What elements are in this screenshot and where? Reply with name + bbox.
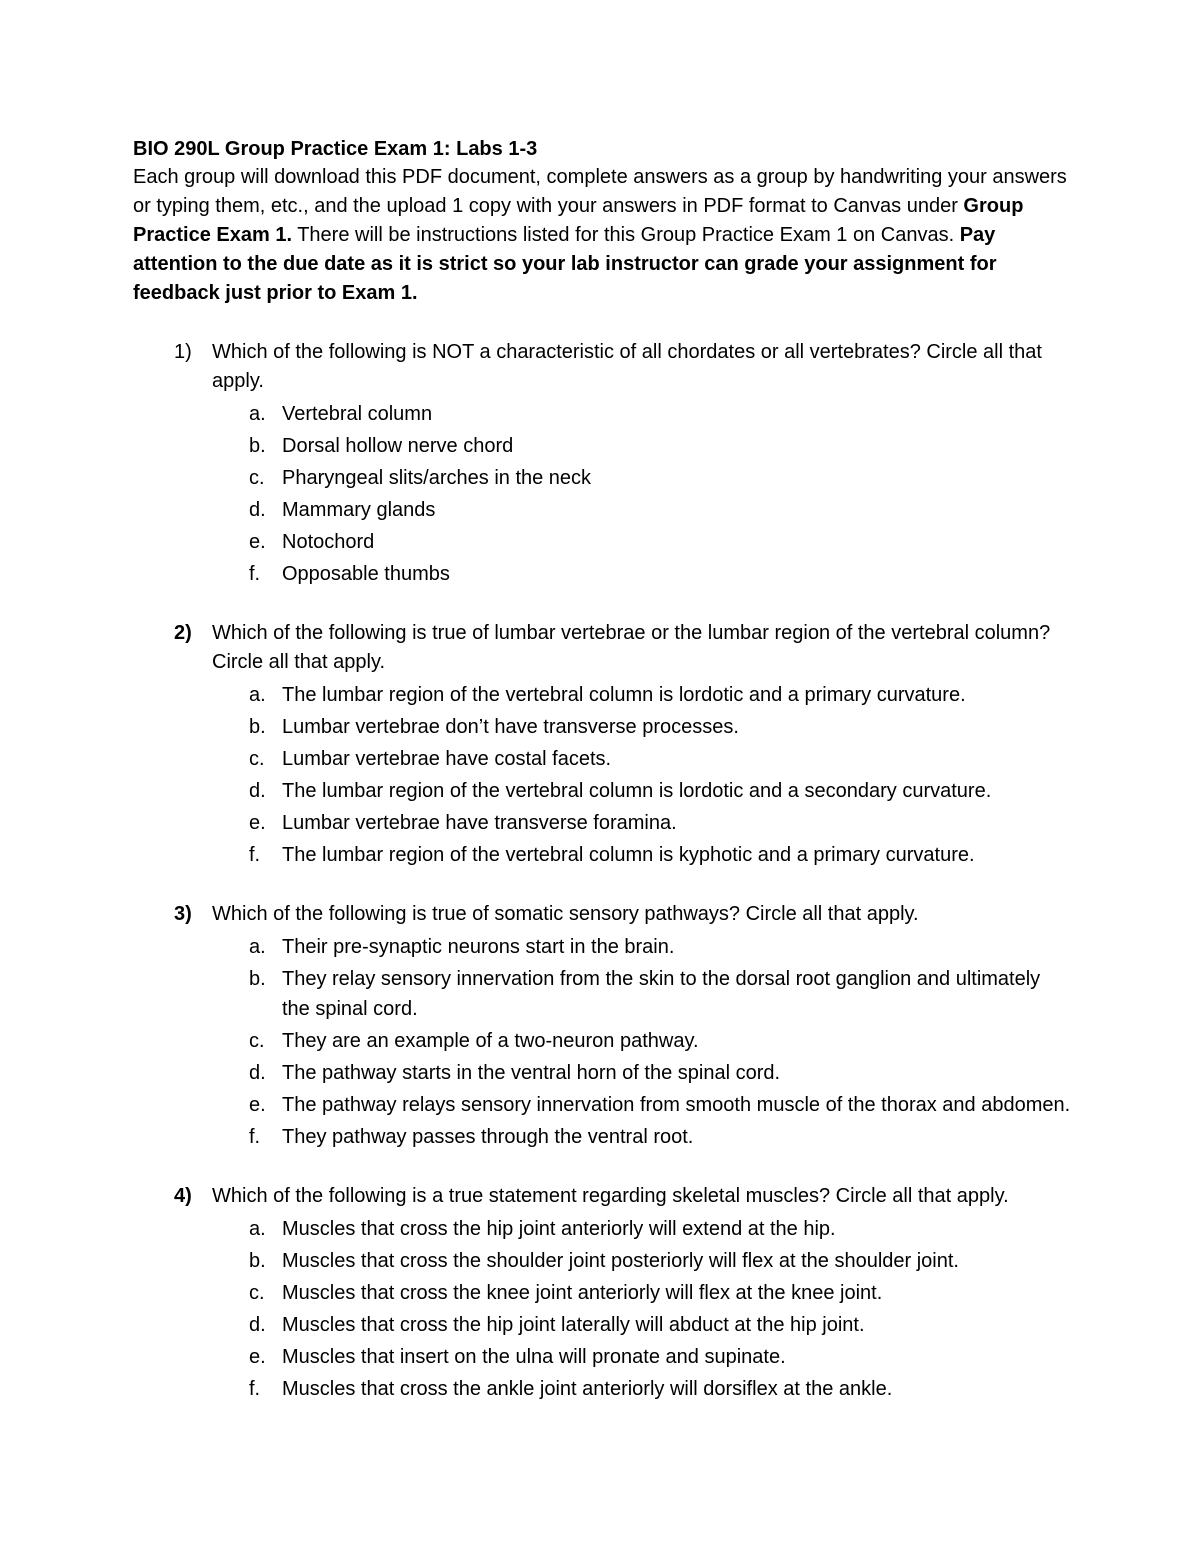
answer-option <box>212 776 1073 806</box>
option-text: The pathway relays sensory innervation from smooth muscle of the thorax and abdomen. <box>282 1094 1071 1116</box>
answer-option <box>212 744 1073 774</box>
question-number: 1) <box>174 341 192 363</box>
option-letter: f. <box>249 844 261 866</box>
answer-option <box>212 1278 1073 1308</box>
option-text: They are an example of a two-neuron pathway. <box>282 1030 699 1052</box>
option-letter: d. <box>249 1062 266 1084</box>
instructions-paragraph <box>133 163 1073 308</box>
question-4 <box>133 1182 1073 1404</box>
instructions-text-1: Each group will download this PDF document, complete answers as a group by handwriting your answers or typing them, etc., and the upload 1 copy with your answers in PDF format to Canvas under <box>133 166 1067 217</box>
answer-option <box>212 712 1073 742</box>
answer-option <box>212 1214 1073 1244</box>
instructions-assignment-name: Group Practice Exam 1. <box>133 195 1024 246</box>
option-text: Lumbar vertebrae have costal facets. <box>282 748 612 770</box>
option-text: Muscles that cross the shoulder joint posteriorly will flex at the shoulder joint. <box>282 1250 959 1272</box>
answer-option <box>212 1122 1073 1152</box>
instructions-due-date-warning: Pay attention to the due date as it is strict so your lab instructor can grade your assignment for feedback just prior to Exam 1. <box>133 224 997 304</box>
option-text: Lumbar vertebrae have transverse foramina. <box>282 812 677 834</box>
option-text: They relay sensory innervation from the skin to the dorsal root ganglion and ultimately the spinal cord. <box>282 968 1041 1020</box>
option-letter: d. <box>249 1314 266 1336</box>
option-letter: a. <box>249 403 266 425</box>
answer-option <box>212 680 1073 710</box>
answer-option <box>212 431 1073 461</box>
option-letter: d. <box>249 499 266 521</box>
option-letter: f. <box>249 1378 261 1400</box>
instructions-text-2: There will be instructions listed for this Group Practice Exam 1 on Canvas. <box>292 224 960 246</box>
option-letter: e. <box>249 1346 266 1368</box>
answer-option <box>212 808 1073 838</box>
answer-options <box>212 932 1073 1152</box>
option-text: Opposable thumbs <box>282 563 450 585</box>
question-text: Which of the following is a true statement regarding skeletal muscles? Circle all that apply. <box>212 1185 1009 1207</box>
question-number: 2) <box>174 622 192 644</box>
question-3 <box>133 900 1073 1152</box>
answer-option <box>212 1374 1073 1404</box>
option-letter: a. <box>249 936 266 958</box>
answer-option <box>212 840 1073 870</box>
question-text: Which of the following is NOT a characteristic of all chordates or all vertebrates? Circle all that apply. <box>212 341 1042 392</box>
option-letter: c. <box>249 748 265 770</box>
answer-option <box>212 1246 1073 1276</box>
option-letter: b. <box>249 716 266 738</box>
question-text: Which of the following is true of somatic sensory pathways? Circle all that apply. <box>212 903 919 925</box>
answer-options <box>212 680 1073 870</box>
answer-option <box>212 399 1073 429</box>
option-letter: b. <box>249 435 266 457</box>
option-letter: c. <box>249 1030 265 1052</box>
option-letter: b. <box>249 968 266 990</box>
document-title: BIO 290L Group Practice Exam 1: Labs 1-3 <box>133 138 538 160</box>
answer-option <box>212 964 1073 1024</box>
option-text: Muscles that insert on the ulna will pronate and supinate. <box>282 1346 786 1368</box>
answer-option <box>212 1310 1073 1340</box>
option-letter: e. <box>249 531 266 553</box>
option-text: Muscles that cross the hip joint laterally will abduct at the hip joint. <box>282 1314 865 1336</box>
option-text: Their pre-synaptic neurons start in the brain. <box>282 936 675 958</box>
question-2 <box>133 619 1073 870</box>
answer-option <box>212 495 1073 525</box>
answer-option <box>212 932 1073 962</box>
question-1 <box>133 338 1073 589</box>
answer-option <box>212 1342 1073 1372</box>
question-number: 3) <box>174 903 192 925</box>
option-text: Mammary glands <box>282 499 436 521</box>
option-letter: f. <box>249 563 261 585</box>
option-text: The lumbar region of the vertebral column is lordotic and a primary curvature. <box>282 684 966 706</box>
option-letter: d. <box>249 780 266 802</box>
option-text: Muscles that cross the ankle joint anteriorly will dorsiflex at the ankle. <box>282 1378 893 1400</box>
answer-option <box>212 1058 1073 1088</box>
option-text: The lumbar region of the vertebral column is kyphotic and a primary curvature. <box>282 844 975 866</box>
option-text: Notochord <box>282 531 375 553</box>
question-number: 4) <box>174 1185 192 1207</box>
option-letter: c. <box>249 467 265 489</box>
option-letter: c. <box>249 1282 265 1304</box>
answer-options <box>212 1214 1073 1404</box>
option-letter: a. <box>249 1218 266 1240</box>
option-letter: a. <box>249 684 266 706</box>
option-letter: e. <box>249 812 266 834</box>
option-text: Pharyngeal slits/arches in the neck <box>282 467 592 489</box>
option-text: The lumbar region of the vertebral column is lordotic and a secondary curvature. <box>282 780 992 802</box>
option-text: They pathway passes through the ventral root. <box>282 1126 694 1148</box>
option-text: Vertebral column <box>282 403 433 425</box>
option-text: Muscles that cross the hip joint anteriorly will extend at the hip. <box>282 1218 836 1240</box>
option-letter: f. <box>249 1126 261 1148</box>
option-letter: e. <box>249 1094 266 1116</box>
option-text: The pathway starts in the ventral horn of the spinal cord. <box>282 1062 781 1084</box>
question-text: Which of the following is true of lumbar vertebrae or the lumbar region of the vertebral column? Circle all that apply. <box>212 622 1051 673</box>
answer-option <box>212 527 1073 557</box>
option-text: Dorsal hollow nerve chord <box>282 435 514 457</box>
answer-option <box>212 1090 1073 1120</box>
document-page <box>133 135 1073 1406</box>
question-list <box>133 338 1073 1404</box>
option-text: Lumbar vertebrae don’t have transverse processes. <box>282 716 739 738</box>
answer-options <box>212 399 1073 589</box>
option-text: Muscles that cross the knee joint anteriorly will flex at the knee joint. <box>282 1282 883 1304</box>
option-letter: b. <box>249 1250 266 1272</box>
answer-option <box>212 1026 1073 1056</box>
answer-option <box>212 559 1073 589</box>
answer-option <box>212 463 1073 493</box>
